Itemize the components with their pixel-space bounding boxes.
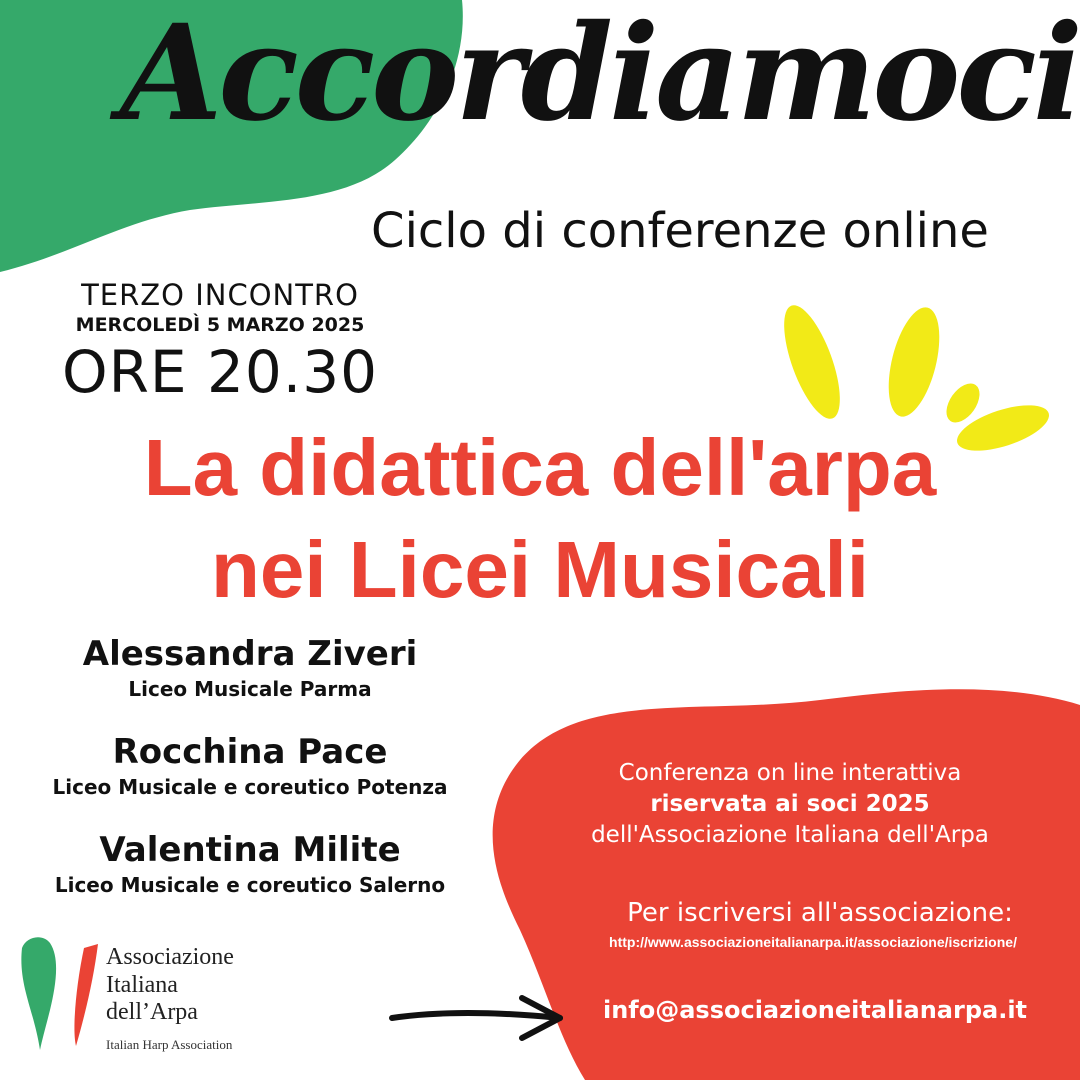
logo-tagline: Italian Harp Association — [106, 1036, 233, 1052]
talk-title-line-2: nei Licei Musicali — [210, 525, 869, 614]
info-line-3: dell'Associazione Italiana dell'Arpa — [591, 822, 989, 849]
contact-email-link[interactable]: info@associazioneitalianarpa.it — [602, 996, 1028, 1024]
logo-line-3: dell’Arpa — [106, 999, 198, 1026]
speaker-affiliation: Liceo Musicale Parma — [128, 677, 372, 702]
info-line-1: Conferenza on line interattiva — [618, 760, 962, 786]
speaker-affiliation: Liceo Musicale e coreutico Potenza — [52, 775, 448, 800]
sun-ray — [879, 302, 949, 421]
meeting-label: TERZO INCONTRO — [81, 278, 359, 312]
event-series-subtitle: Ciclo di conferenze online — [371, 203, 989, 259]
conference-info — [520, 758, 1060, 851]
talk-title-line-1: La didattica dell'arpa — [143, 423, 937, 512]
speaker-affiliation: Liceo Musicale e coreutico Salerno — [54, 873, 446, 898]
speaker-name: Rocchina Pace — [112, 732, 388, 772]
harp-logo-icon — [21, 937, 98, 1050]
speaker-name: Valentina Milite — [99, 830, 401, 870]
speaker-block — [20, 734, 480, 799]
info-line-2: riservata ai soci 2025 — [650, 791, 930, 818]
event-series-title: Accordiamoci — [120, 0, 1079, 151]
speaker-block — [20, 636, 480, 701]
signup-label: Per iscriversi all'associazione: — [627, 898, 1013, 928]
arrow-icon — [392, 998, 560, 1038]
meeting-date: MERCOLEDÌ 5 MARZO 2025 — [75, 314, 365, 336]
sun-ray — [773, 299, 852, 425]
meeting-time: ORE 20.30 — [61, 338, 379, 406]
speaker-block — [20, 832, 480, 897]
logo-line-1: Associazione — [106, 944, 234, 970]
speaker-name: Alessandra Ziveri — [82, 634, 418, 674]
signup-link[interactable]: http://www.associazioneitalianarpa.it/associazione/iscrizione/ — [609, 934, 1017, 950]
logo-line-2: Italiana — [106, 971, 178, 998]
association-logo — [106, 944, 234, 1053]
